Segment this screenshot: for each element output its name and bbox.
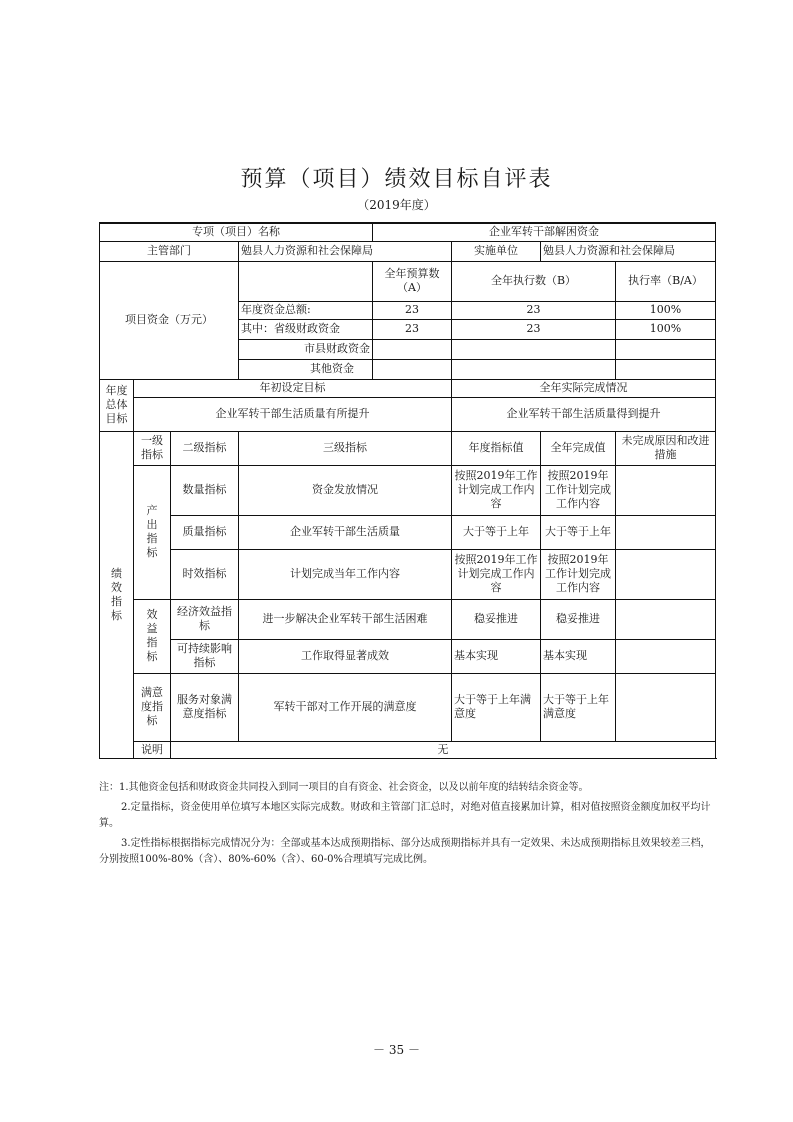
indicator-reason <box>616 465 716 515</box>
fund-header-blank <box>239 261 373 301</box>
goal-actual-header: 全年实际完成情况 <box>452 379 716 397</box>
ind-header-reason: 未完成原因和改进措施 <box>616 431 716 465</box>
ind-header-l3: 三级指标 <box>239 431 452 465</box>
footnotes <box>99 780 719 872</box>
indicator-actual: 大于等于上年满意度 <box>541 673 616 741</box>
fund-row-budget: 23 <box>373 301 452 319</box>
footnote: 3.定性指标根据指标完成情况分为：全部或基本达成预期指标、部分达成预期指标并具有一定效果、未达成预期指标且效果较差三档，分别按照100%-80%（含）、80%-60%（含）、60-0%合理填写完成比例。 <box>99 838 711 865</box>
fund-row-executed: 23 <box>452 301 616 319</box>
indicator-actual: 按照2019年工作计划完成工作内容 <box>541 465 616 515</box>
fund-header-executed: 全年执行数（B） <box>452 261 616 301</box>
year-subtitle: （2019年度） <box>357 198 436 212</box>
fund-header-budget: 全年预算数（A） <box>373 261 452 301</box>
indicator-target: 基本实现 <box>452 639 541 673</box>
fund-row-executed: 23 <box>452 319 616 339</box>
fund-row-rate <box>616 339 716 359</box>
dept-value: 勉县人力资源和社会保障局 <box>239 241 452 261</box>
fund-row-label: 其他资金 <box>239 359 373 379</box>
indicator-l2: 经济效益指标 <box>171 599 239 639</box>
indicator-l2: 时效指标 <box>171 549 239 599</box>
fund-row-rate <box>616 359 716 379</box>
indicator-actual: 基本实现 <box>541 639 616 673</box>
indicator-reason <box>616 639 716 673</box>
fund-row-executed <box>452 339 616 359</box>
page-number: － 35 － <box>373 1043 420 1057</box>
indicator-actual: 按照2019年工作计划完成工作内容 <box>541 549 616 599</box>
indicator-l3: 军转干部对工作开展的满意度 <box>239 673 452 741</box>
indicator-l3: 工作取得显著成效 <box>239 639 452 673</box>
indicator-actual: 稳妥推进 <box>541 599 616 639</box>
goal-label: 年度总体目标 <box>100 379 134 431</box>
project-name-label: 专项（项目）名称 <box>100 223 373 241</box>
fund-row-label: 年度资金总额: <box>239 301 373 319</box>
impl-value: 勉县人力资源和社会保障局 <box>541 241 716 261</box>
fund-row-budget <box>373 339 452 359</box>
benefit-label: 效益指标 <box>134 599 171 673</box>
goal-set-value: 企业军转干部生活质量有所提升 <box>134 397 452 431</box>
fund-row-rate: 100% <box>616 301 716 319</box>
fund-row-executed <box>452 359 616 379</box>
remark-label: 说明 <box>134 741 171 758</box>
goal-actual-value: 企业军转干部生活质量得到提升 <box>452 397 716 431</box>
indicator-reason <box>616 673 716 741</box>
indicator-l3: 资金发放情况 <box>239 465 452 515</box>
indicator-reason <box>616 515 716 549</box>
perf-label: 绩效指标 <box>100 431 134 758</box>
indicator-actual: 大于等于上年 <box>541 515 616 549</box>
ind-header-target: 年度指标值 <box>452 431 541 465</box>
output-label: 产出指标 <box>134 465 171 599</box>
ind-header-l1: 一级指标 <box>134 431 171 465</box>
indicator-target: 按照2019年工作计划完成工作内容 <box>452 549 541 599</box>
remark-value: 无 <box>171 741 716 758</box>
indicator-target: 大于等于上年 <box>452 515 541 549</box>
indicator-l2: 服务对象满意度指标 <box>171 673 239 741</box>
indicator-l3: 企业军转干部生活质量 <box>239 515 452 549</box>
fund-row-label: 市县财政资金 <box>239 339 373 359</box>
footnote: 注：1.其他资金包括和财政资金共同投入到同一项目的自有资金、社会资金，以及以前年度的结转结余资金等。 <box>99 782 589 793</box>
evaluation-table <box>99 222 716 759</box>
fund-row-budget <box>373 359 452 379</box>
ind-header-l2: 二级指标 <box>171 431 239 465</box>
satisfaction-label: 满意度指标 <box>134 673 171 741</box>
indicator-l3: 计划完成当年工作内容 <box>239 549 452 599</box>
fund-label: 项目资金（万元） <box>100 261 239 379</box>
indicator-target: 大于等于上年满意度 <box>452 673 541 741</box>
footnote: 2.定量指标，资金使用单位填写本地区实际完成数。财政和主管部门汇总时，对绝对值直接累加计算，相对值按照资金额度加权平均计算。 <box>99 802 711 829</box>
indicator-target: 按照2019年工作计划完成工作内容 <box>452 465 541 515</box>
indicator-reason <box>616 549 716 599</box>
indicator-l2: 可持续影响指标 <box>171 639 239 673</box>
page-title: 预算（项目）绩效目标自评表 <box>240 167 553 192</box>
indicator-reason <box>616 599 716 639</box>
ind-header-actual: 全年完成值 <box>541 431 616 465</box>
indicator-l2: 质量指标 <box>171 515 239 549</box>
impl-label: 实施单位 <box>452 241 541 261</box>
fund-row-rate: 100% <box>616 319 716 339</box>
indicator-l2: 数量指标 <box>171 465 239 515</box>
goal-set-header: 年初设定目标 <box>134 379 452 397</box>
project-name-value: 企业军转干部解困资金 <box>373 223 716 241</box>
indicator-target: 稳妥推进 <box>452 599 541 639</box>
fund-header-rate: 执行率（B/A） <box>616 261 716 301</box>
fund-row-label: 其中：省级财政资金 <box>239 319 373 339</box>
dept-label: 主管部门 <box>100 241 239 261</box>
fund-row-budget: 23 <box>373 319 452 339</box>
indicator-l3: 进一步解决企业军转干部生活困难 <box>239 599 452 639</box>
